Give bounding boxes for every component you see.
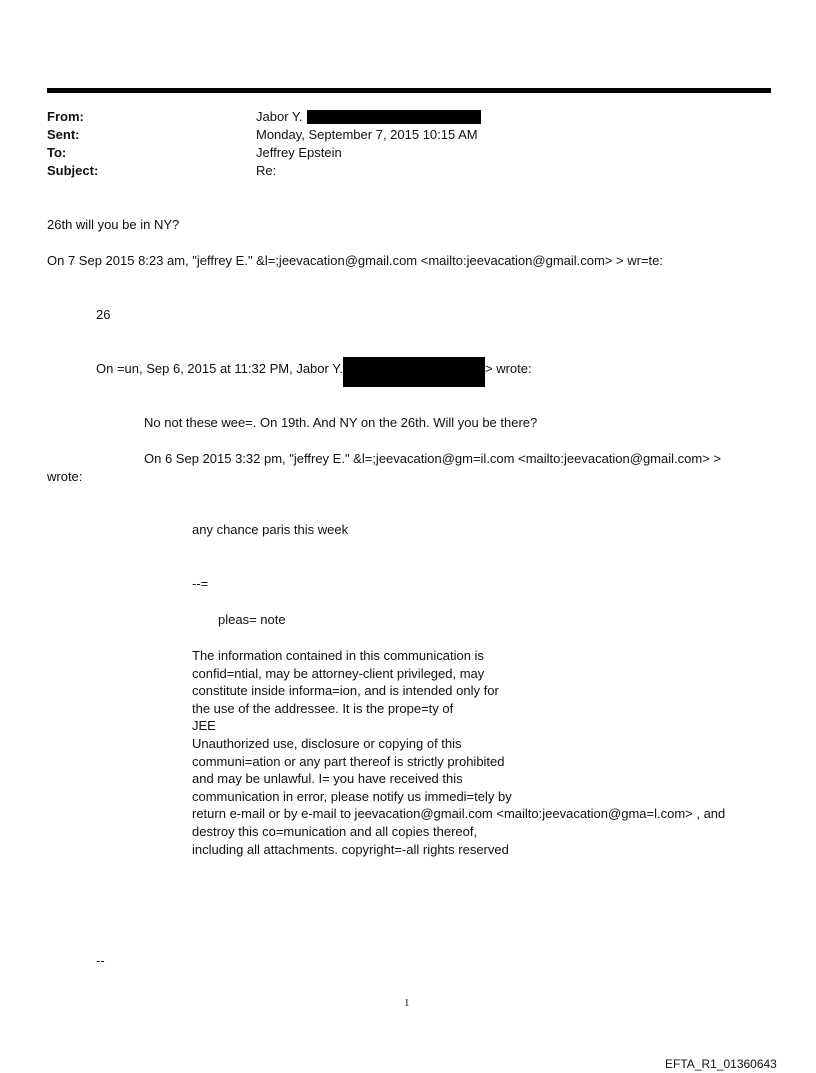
quote-header-2a: On =un, Sep 6, 2015 at 11:32 PM, Jabor Y. <box>96 361 343 376</box>
disclaimer-line: The information contained in this communication is <box>192 648 484 663</box>
to-value: Jeffrey Epstein <box>256 145 342 160</box>
sent-value: Monday, September 7, 2015 10:15 AM <box>256 127 478 142</box>
disclaimer-line: JEE <box>192 718 216 734</box>
quote-header-1: On 7 Sep 2015 8:23 am, "jeffrey E." &l=;jeevacation@gmail.com <mailto:jeevacation@gmail.com> > wr=te: <box>47 253 663 268</box>
sent-label: Sent: <box>47 127 80 142</box>
disclaimer-line: communi=ation or any part thereof is strictly prohibited <box>192 753 505 769</box>
redaction-box <box>307 110 481 124</box>
disclaimer-block <box>192 647 725 858</box>
disclaimer-line: and may be unlawful. I= you have received this <box>192 771 463 787</box>
signature-separator: --= <box>192 576 209 591</box>
quote-header-3b: wrote: <box>47 469 83 484</box>
subject-label: Subject: <box>47 163 99 178</box>
to-label: To: <box>47 145 67 160</box>
from-value: Jabor Y. <box>256 109 303 124</box>
reply-text: 26th will you be in NY? <box>47 217 180 232</box>
disclaimer-line: communication in error, please notify us immedi=tely by <box>192 788 512 804</box>
quote-text-3: any chance paris this week <box>192 522 349 537</box>
disclaimer-line: Unauthorized use, disclosure or copying of this <box>192 735 462 751</box>
please-note: pleas= note <box>218 612 286 627</box>
quote-header-3a: On 6 Sep 2015 3:32 pm, "jeffrey E." &l=;jeevacation@gm=il.com <mailto:jeevacation@gmail.com> > <box>144 451 721 466</box>
quote-text-1: 26 <box>96 307 111 322</box>
document-id: EFTA_R1_01360643 <box>665 1057 777 1071</box>
disclaimer-line: including all attachments. copyright=-all rights reserved <box>192 841 509 857</box>
header-rule <box>47 88 771 93</box>
page-number: 1 <box>404 997 410 1009</box>
disclaimer-line: the use of the addressee. It is the prope=ty of <box>192 700 454 716</box>
redaction-box <box>343 357 485 387</box>
trailing-dashes: -- <box>96 953 105 968</box>
quote-header-2b: > wrote: <box>485 361 532 376</box>
quote-text-2: No not these wee=. On 19th. And NY on the 26th. Will you be there? <box>144 415 538 430</box>
disclaimer-line: confid=ntial, may be attorney-client privileged, may <box>192 665 485 681</box>
from-label: From: <box>47 109 84 124</box>
subject-value: Re: <box>256 163 277 178</box>
disclaimer-line: constitute inside informa=ion, and is intended only for <box>192 683 499 699</box>
disclaimer-line: return e-mail or by e-mail to jeevacation@gmail.com <mailto:jeevacation@gma=l.com> , and <box>192 806 726 822</box>
disclaimer-line: destroy this co=munication and all copies thereof, <box>192 823 478 839</box>
